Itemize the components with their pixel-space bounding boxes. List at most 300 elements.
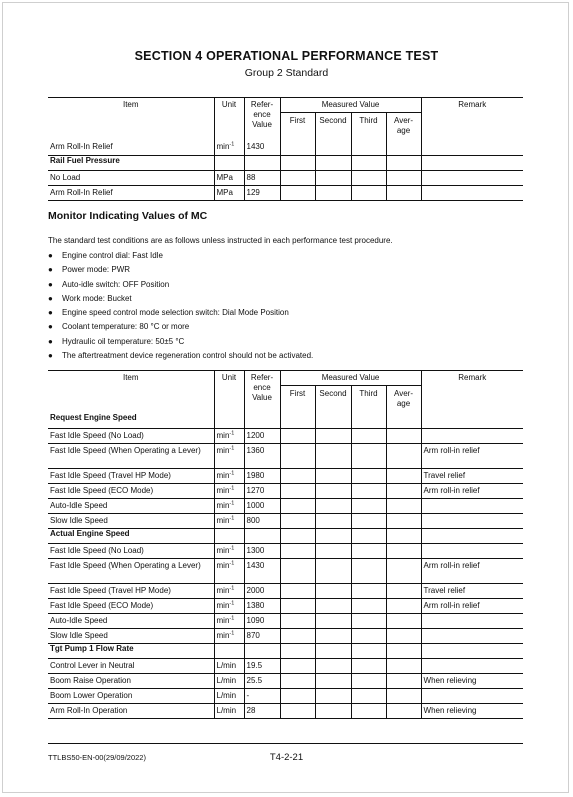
measured-value-cell — [351, 613, 386, 628]
measured-value-cell — [351, 428, 386, 443]
table-row — [48, 468, 523, 483]
empty-cell — [214, 155, 244, 170]
group-heading: Actual Engine Speed — [48, 528, 214, 543]
unit-cell — [214, 598, 244, 613]
measured-value-cell — [315, 483, 351, 498]
measured-value-cell — [280, 598, 315, 613]
reference-header-line-2: ence — [253, 110, 271, 119]
table-group-row — [48, 643, 523, 658]
measured-value-cell — [280, 170, 315, 185]
reference-value-cell: 2000 — [244, 583, 280, 598]
measured-value-cell — [280, 498, 315, 513]
reference-value-cell: 19.5 — [244, 658, 280, 673]
empty-cell — [315, 155, 351, 170]
remark-cell: Arm roll-in relief — [421, 558, 523, 583]
reference-value-cell: 1430 — [244, 140, 280, 155]
empty-cell — [351, 155, 386, 170]
unit-cell — [214, 628, 244, 643]
measured-value-cell — [280, 628, 315, 643]
item-cell: Fast Idle Speed (When Operating a Lever) — [48, 443, 214, 468]
measured-value-cell — [351, 688, 386, 703]
col-unit-header: Unit — [214, 98, 244, 141]
measured-value-cell — [386, 613, 421, 628]
footer-divider — [48, 743, 523, 744]
empty-cell — [421, 528, 523, 543]
unit-base: min — [216, 600, 230, 610]
col-measured-header: Measured Value — [280, 98, 421, 113]
remark-cell — [421, 658, 523, 673]
measured-value-cell — [280, 583, 315, 598]
col-reference-header — [244, 371, 280, 414]
unit-cell — [214, 483, 244, 498]
average-header-line-2: age — [396, 126, 411, 135]
col-first-header: First — [280, 386, 315, 414]
unit-exponent: -1 — [229, 469, 235, 476]
unit-cell — [214, 583, 244, 598]
unit-cell — [214, 673, 244, 688]
empty-cell — [280, 155, 315, 170]
unit-cell — [214, 170, 244, 185]
empty-cell — [315, 643, 351, 658]
measured-value-cell — [315, 658, 351, 673]
unit-base: min — [216, 630, 230, 640]
table-row — [48, 628, 523, 643]
condition-text: Auto-idle switch: OFF Position — [62, 279, 170, 289]
measured-value-cell — [315, 543, 351, 558]
empty-cell — [386, 528, 421, 543]
measured-value-cell — [280, 543, 315, 558]
reference-value-cell: 1090 — [244, 613, 280, 628]
measured-value-cell — [386, 140, 421, 155]
reference-header-line-1: Refer- — [250, 100, 274, 109]
measured-value-cell — [351, 140, 386, 155]
measured-value-cell — [280, 613, 315, 628]
unit-base: min — [216, 485, 230, 495]
condition-text: The aftertreatment device regeneration control should not be activated. — [62, 351, 314, 361]
measured-value-cell — [315, 613, 351, 628]
table-row — [48, 543, 523, 558]
remark-cell — [421, 628, 523, 643]
measured-value-cell — [386, 483, 421, 498]
measured-value-cell — [280, 513, 315, 528]
measured-value-cell — [315, 628, 351, 643]
table-row — [48, 498, 523, 513]
empty-cell — [421, 155, 523, 170]
unit-base: min — [216, 500, 230, 510]
reference-value-cell: 1270 — [244, 483, 280, 498]
empty-cell — [244, 528, 280, 543]
average-header-line-1: Aver- — [394, 116, 413, 125]
measured-value-cell — [315, 428, 351, 443]
reference-header-line-3: Value — [252, 120, 272, 129]
unit-base: min — [216, 470, 230, 480]
measured-value-cell — [386, 498, 421, 513]
remark-cell: Arm roll-in relief — [421, 598, 523, 613]
table-group-row — [48, 528, 523, 543]
unit-cell — [214, 498, 244, 513]
unit-exponent: -1 — [229, 499, 235, 506]
unit-base: MPa — [216, 172, 233, 182]
measured-value-cell — [280, 673, 315, 688]
measured-value-cell — [386, 170, 421, 185]
table-1-body — [48, 140, 523, 200]
measured-value-cell — [351, 583, 386, 598]
measured-value-cell — [315, 498, 351, 513]
test-conditions-list — [48, 250, 313, 364]
empty-cell — [280, 528, 315, 543]
unit-cell — [214, 703, 244, 718]
reference-value-cell: 1980 — [244, 468, 280, 483]
bullet-icon: ● — [48, 251, 53, 260]
item-cell: Fast Idle Speed (Travel HP Mode) — [48, 583, 214, 598]
empty-cell — [315, 413, 351, 428]
item-cell: Arm Roll-In Relief — [48, 185, 214, 200]
empty-cell — [244, 643, 280, 658]
measured-value-cell — [280, 703, 315, 718]
col-unit-header: Unit — [214, 371, 244, 414]
bullet-icon: ● — [48, 293, 53, 303]
condition-item — [48, 264, 313, 278]
unit-cell — [214, 443, 244, 468]
col-first-header: First — [280, 113, 315, 141]
group-heading: Tgt Pump 1 Flow Rate — [48, 643, 214, 658]
measured-value-cell — [386, 598, 421, 613]
condition-item — [48, 350, 313, 364]
unit-exponent: -1 — [229, 629, 235, 636]
unit-cell — [214, 658, 244, 673]
reference-value-cell: 870 — [244, 628, 280, 643]
reference-value-cell: 800 — [244, 513, 280, 528]
empty-cell — [280, 413, 315, 428]
test-conditions-intro: The standard test conditions are as follows unless instructed in each performance test procedure. — [48, 236, 393, 245]
reference-value-cell: 1380 — [244, 598, 280, 613]
unit-base: min — [216, 142, 230, 151]
condition-text: Engine control dial: Fast Idle — [62, 251, 163, 260]
remark-cell — [421, 543, 523, 558]
measured-value-cell — [280, 558, 315, 583]
monitor-section-heading: Monitor Indicating Values of MC — [48, 210, 208, 222]
measured-value-cell — [386, 513, 421, 528]
measured-value-cell — [280, 185, 315, 200]
unit-exponent: -1 — [229, 444, 235, 451]
empty-cell — [214, 528, 244, 543]
item-cell: Fast Idle Speed (No Load) — [48, 543, 214, 558]
col-remark-header: Remark — [421, 371, 523, 414]
item-cell: Fast Idle Speed (ECO Mode) — [48, 483, 214, 498]
unit-cell — [214, 688, 244, 703]
remark-cell: Arm roll-in relief — [421, 443, 523, 468]
performance-table-1 — [48, 97, 523, 201]
unit-base: L/min — [216, 675, 237, 685]
condition-text: Engine speed control mode selection switch: Dial Mode Position — [62, 308, 289, 318]
measured-value-cell — [351, 673, 386, 688]
empty-cell — [244, 155, 280, 170]
measured-value-cell — [386, 703, 421, 718]
remark-cell: When relieving — [421, 703, 523, 718]
reference-value-cell: - — [244, 688, 280, 703]
measured-value-cell — [386, 428, 421, 443]
table-row — [48, 170, 523, 185]
remark-cell — [421, 688, 523, 703]
col-item-header: Item — [48, 371, 214, 414]
col-average-header — [386, 386, 421, 414]
remark-cell: When relieving — [421, 673, 523, 688]
unit-exponent: -1 — [229, 514, 235, 521]
condition-item — [48, 250, 313, 264]
reference-header-line-2: ence — [253, 383, 271, 392]
measured-value-cell — [280, 658, 315, 673]
remark-cell — [421, 498, 523, 513]
measured-value-cell — [386, 558, 421, 583]
unit-cell — [214, 185, 244, 200]
condition-text: Coolant temperature: 80 °C or more — [62, 322, 190, 332]
item-cell: Fast Idle Speed (No Load) — [48, 428, 214, 443]
condition-item — [48, 321, 313, 335]
measured-value-cell — [315, 185, 351, 200]
measured-value-cell — [351, 483, 386, 498]
item-cell: Boom Lower Operation — [48, 688, 214, 703]
reference-header-line-3: Value — [252, 393, 272, 402]
page-number: T4-2-21 — [269, 752, 304, 763]
col-reference-header — [244, 98, 280, 141]
reference-value-cell: 1360 — [244, 443, 280, 468]
item-cell: Slow Idle Speed — [48, 513, 214, 528]
unit-cell — [214, 140, 244, 155]
col-second-header: Second — [315, 386, 351, 414]
empty-cell — [315, 528, 351, 543]
measured-value-cell — [351, 513, 386, 528]
measured-value-cell — [386, 543, 421, 558]
measured-value-cell — [351, 598, 386, 613]
item-cell: Auto-Idle Speed — [48, 613, 214, 628]
condition-item — [48, 307, 313, 321]
unit-cell — [214, 513, 244, 528]
remark-cell — [421, 613, 523, 628]
document-code: TTLBS50-EN-00(29/09/2022) — [48, 753, 146, 762]
reference-value-cell: 1200 — [244, 428, 280, 443]
remark-cell: Arm roll-in relief — [421, 483, 523, 498]
table-row — [48, 140, 523, 155]
remark-cell — [421, 185, 523, 200]
reference-value-cell: 1000 — [244, 498, 280, 513]
measured-value-cell — [315, 598, 351, 613]
table-row — [48, 443, 523, 468]
group-heading: Rail Fuel Pressure — [48, 155, 214, 170]
reference-value-cell: 25.5 — [244, 673, 280, 688]
measured-value-cell — [351, 543, 386, 558]
empty-cell — [214, 643, 244, 658]
table-1-header — [48, 98, 523, 141]
measured-value-cell — [351, 628, 386, 643]
unit-exponent: -1 — [229, 559, 235, 566]
empty-cell — [386, 155, 421, 170]
unit-cell — [214, 613, 244, 628]
section-subtitle: Group 2 Standard — [244, 67, 329, 79]
unit-base: min — [216, 515, 230, 525]
remark-cell — [421, 170, 523, 185]
unit-base: min — [216, 615, 230, 625]
measured-value-cell — [351, 498, 386, 513]
unit-exponent: -1 — [229, 484, 235, 491]
empty-cell — [351, 643, 386, 658]
measured-value-cell — [386, 673, 421, 688]
table-group-row — [48, 413, 523, 428]
measured-value-cell — [386, 468, 421, 483]
unit-exponent: -1 — [229, 599, 235, 606]
measured-value-cell — [280, 428, 315, 443]
measured-value-cell — [351, 558, 386, 583]
table-group-row — [48, 155, 523, 170]
condition-item — [48, 336, 313, 350]
measured-value-cell — [351, 703, 386, 718]
reference-value-cell: 28 — [244, 703, 280, 718]
table-row — [48, 513, 523, 528]
measured-value-cell — [315, 688, 351, 703]
col-remark-header: Remark — [421, 98, 523, 141]
measured-value-cell — [351, 658, 386, 673]
reference-value-cell: 129 — [244, 185, 280, 200]
bullet-icon: ● — [48, 322, 53, 332]
item-cell: Fast Idle Speed (When Operating a Lever) — [48, 558, 214, 583]
unit-cell — [214, 468, 244, 483]
item-cell: Control Lever in Neutral — [48, 658, 214, 673]
unit-exponent: -1 — [229, 141, 235, 148]
table-row — [48, 613, 523, 628]
item-cell: Slow Idle Speed — [48, 628, 214, 643]
col-average-header — [386, 113, 421, 141]
remark-cell: Travel relief — [421, 583, 523, 598]
item-cell: Fast Idle Speed (ECO Mode) — [48, 598, 214, 613]
reference-header-line-1: Refer- — [250, 373, 274, 382]
empty-cell — [214, 413, 244, 428]
measured-value-cell — [315, 558, 351, 583]
empty-cell — [280, 643, 315, 658]
empty-cell — [351, 528, 386, 543]
measured-value-cell — [315, 170, 351, 185]
measured-value-cell — [386, 628, 421, 643]
unit-exponent: -1 — [229, 584, 235, 591]
item-cell: No Load — [48, 170, 214, 185]
reference-value-cell: 88 — [244, 170, 280, 185]
measured-value-cell — [351, 185, 386, 200]
bullet-icon: ● — [48, 336, 53, 346]
measured-value-cell — [351, 443, 386, 468]
empty-cell — [421, 643, 523, 658]
bullet-icon: ● — [48, 279, 53, 289]
item-cell: Arm Roll-In Relief — [48, 140, 214, 155]
unit-exponent: -1 — [229, 544, 235, 551]
remark-cell — [421, 140, 523, 155]
measured-value-cell — [280, 468, 315, 483]
bullet-icon: ● — [48, 308, 53, 318]
unit-base: min — [216, 430, 230, 440]
table-row — [48, 688, 523, 703]
condition-text: Power mode: PWR — [62, 265, 131, 275]
unit-base: min — [216, 545, 230, 555]
table-row — [48, 583, 523, 598]
unit-exponent: -1 — [229, 429, 235, 436]
measured-value-cell — [315, 703, 351, 718]
measured-value-cell — [315, 513, 351, 528]
measured-value-cell — [315, 468, 351, 483]
unit-base: L/min — [216, 660, 237, 670]
empty-cell — [386, 643, 421, 658]
empty-cell — [351, 413, 386, 428]
item-cell: Boom Raise Operation — [48, 673, 214, 688]
table-row — [48, 558, 523, 583]
table-row — [48, 185, 523, 200]
col-item-header: Item — [48, 98, 214, 141]
measured-value-cell — [386, 688, 421, 703]
col-third-header: Third — [351, 386, 386, 414]
measured-value-cell — [315, 443, 351, 468]
measured-value-cell — [386, 185, 421, 200]
table-2-body — [48, 413, 523, 718]
measured-value-cell — [315, 140, 351, 155]
empty-cell — [244, 413, 280, 428]
remark-cell: Travel relief — [421, 468, 523, 483]
empty-cell — [421, 413, 523, 428]
measured-value-cell — [280, 443, 315, 468]
measured-value-cell — [280, 483, 315, 498]
performance-table-2 — [48, 370, 523, 719]
item-cell: Arm Roll-In Operation — [48, 703, 214, 718]
table-row — [48, 703, 523, 718]
item-cell: Fast Idle Speed (Travel HP Mode) — [48, 468, 214, 483]
item-cell: Auto-Idle Speed — [48, 498, 214, 513]
unit-cell — [214, 428, 244, 443]
col-second-header: Second — [315, 113, 351, 141]
group-heading: Request Engine Speed — [48, 413, 214, 428]
bullet-icon: ● — [48, 265, 53, 275]
measured-value-cell — [280, 140, 315, 155]
unit-base: L/min — [216, 690, 237, 700]
unit-exponent: -1 — [229, 614, 235, 621]
unit-base: min — [216, 445, 230, 455]
bullet-icon: ● — [48, 351, 53, 361]
empty-cell — [386, 413, 421, 428]
table-2-header — [48, 371, 523, 414]
condition-item — [48, 279, 313, 293]
table-row — [48, 658, 523, 673]
reference-value-cell: 1430 — [244, 558, 280, 583]
unit-base: min — [216, 560, 230, 570]
table-row — [48, 673, 523, 688]
measured-value-cell — [315, 583, 351, 598]
condition-text: Work mode: Bucket — [62, 293, 132, 303]
unit-base: L/min — [216, 705, 237, 715]
remark-cell — [421, 513, 523, 528]
measured-value-cell — [386, 443, 421, 468]
col-third-header: Third — [351, 113, 386, 141]
table-row — [48, 483, 523, 498]
reference-value-cell: 1300 — [244, 543, 280, 558]
condition-text: Hydraulic oil temperature: 50±5 °C — [62, 336, 185, 346]
col-measured-header: Measured Value — [280, 371, 421, 386]
measured-value-cell — [280, 688, 315, 703]
average-header-line-2: age — [396, 399, 411, 408]
measured-value-cell — [386, 583, 421, 598]
unit-base: MPa — [216, 187, 233, 197]
unit-base: min — [216, 585, 230, 595]
table-row — [48, 598, 523, 613]
measured-value-cell — [351, 170, 386, 185]
table-row — [48, 428, 523, 443]
remark-cell — [421, 428, 523, 443]
unit-cell — [214, 543, 244, 558]
unit-cell — [214, 558, 244, 583]
measured-value-cell — [351, 468, 386, 483]
